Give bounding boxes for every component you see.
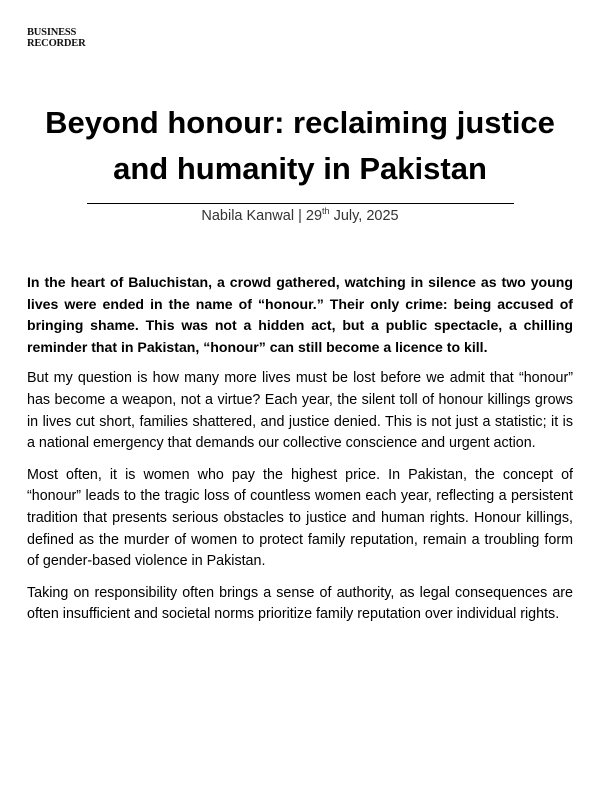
logo-line-business: BUSINESS <box>27 27 77 38</box>
article-title: Beyond honour: reclaiming justice and humanity in Pakistan <box>45 105 555 186</box>
byline <box>0 207 600 225</box>
date-month-year: July, 2025 <box>329 208 399 224</box>
article-paragraph: But my question is how many more lives must be lost before we admit that “honour” has become a weapon, not a virtue? Each year, the silent toll of honour killings grows in lives cut short, families shattered, and justice denied. This is not just a statistic; it is a national emergency that demands our collective conscience and urgent action. <box>27 370 573 452</box>
byline-separator: | <box>294 208 306 224</box>
date-day: 29 <box>305 208 323 224</box>
article-body <box>27 272 573 636</box>
article-paragraph: Most often, it is women who pay the highest price. In Pakistan, the concept of “honour” leads to the tragic loss of countless women each year, reflecting a persistent tradition that presents serious obstacles to justice and human rights. Honour killings, defined as the murder of women to protect family reputation, remain a troubling form of gender-based violence in Pakistan. <box>27 466 573 570</box>
title-divider <box>87 203 514 204</box>
logo-line-recorder: RECORDER <box>27 38 86 49</box>
article-paragraph: Taking on responsibility often brings a sense of authority, as legal consequences are often insufficient and societal norms prioritize family reputation over individual rights. <box>27 584 573 623</box>
author-name: Nabila Kanwal <box>201 208 295 224</box>
publisher-logo <box>27 27 86 49</box>
article-paragraph-lead: In the heart of Baluchistan, a crowd gathered, watching in silence as two young lives were ended in the name of “honour.” Their only crime: being accused of bringing shame. This was not a hidden act, but a public spectacle, a chilling reminder that in Pakistan, “honour” can still become a licence to kill. <box>27 274 573 355</box>
date-ordinal-suffix: th <box>322 206 330 216</box>
